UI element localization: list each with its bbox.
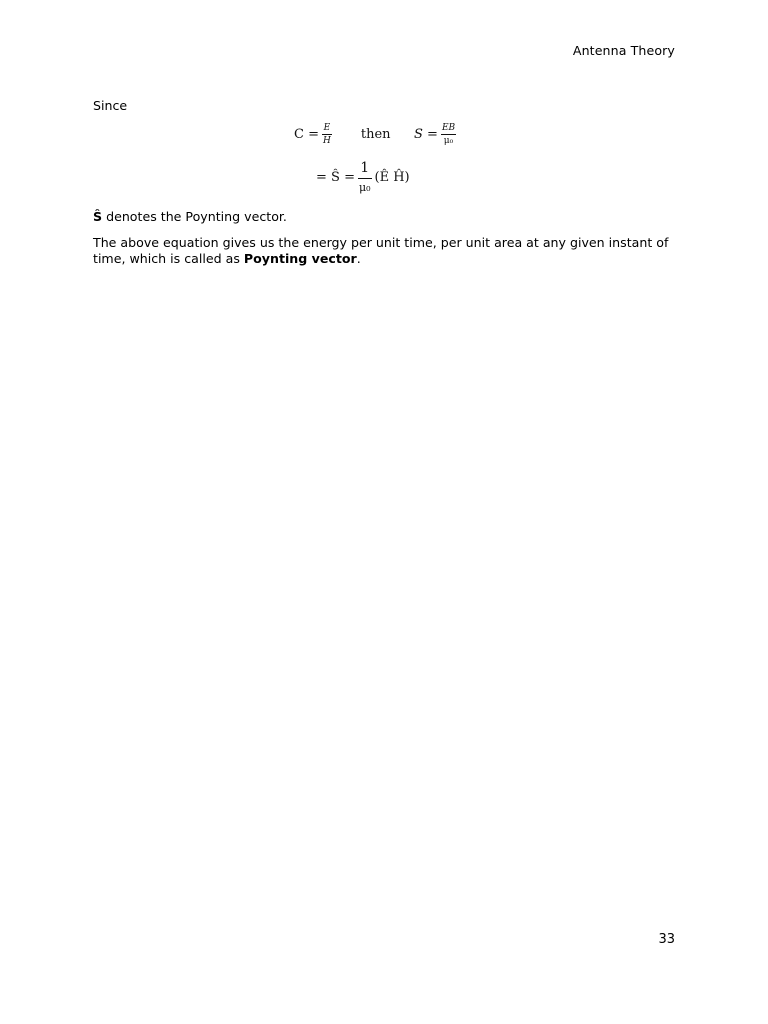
fraction-denominator: μ₀: [358, 181, 371, 194]
paragraph-explanation-end: .: [356, 251, 361, 266]
fraction-bar: [358, 178, 372, 179]
equation-c-lhs: C =: [294, 127, 319, 142]
equation-connector: then: [360, 127, 391, 142]
poynting-vector-term: Poynting vector: [243, 251, 357, 266]
intro-text: Since: [93, 98, 128, 113]
fraction-numerator: 1: [360, 160, 370, 176]
running-header: Antenna Theory: [572, 43, 675, 58]
fraction-numerator: E: [323, 123, 331, 133]
paragraph-explanation-text: The above equation gives us the energy per unit time, per unit area at any given instant of time, which is called as: [93, 235, 669, 266]
equation-poynting-lhs: = Ŝ =: [316, 169, 355, 185]
equation-c: [294, 123, 391, 146]
fraction-bar: [441, 134, 456, 135]
poynting-symbol: Ŝ: [93, 209, 103, 224]
equation-poynting-fraction: [358, 160, 372, 194]
paragraph-definition-text: denotes the Poynting vector.: [102, 209, 287, 224]
paragraph-explanation: [93, 235, 678, 267]
page-number: 33: [658, 932, 675, 947]
paragraph-definition: [93, 209, 287, 225]
fraction-denominator: H: [322, 136, 331, 146]
equation-poynting-rhs: (Ê Ĥ): [374, 169, 410, 185]
fraction-denominator: μ₀: [443, 136, 454, 146]
equation-s-fraction: [441, 123, 456, 146]
equation-c-fraction: [322, 123, 332, 146]
equation-s: [414, 123, 459, 146]
fraction-bar: [322, 134, 332, 135]
equation-s-lhs: S =: [414, 127, 438, 142]
equation-poynting: [316, 160, 410, 194]
fraction-numerator: EB: [441, 123, 456, 133]
